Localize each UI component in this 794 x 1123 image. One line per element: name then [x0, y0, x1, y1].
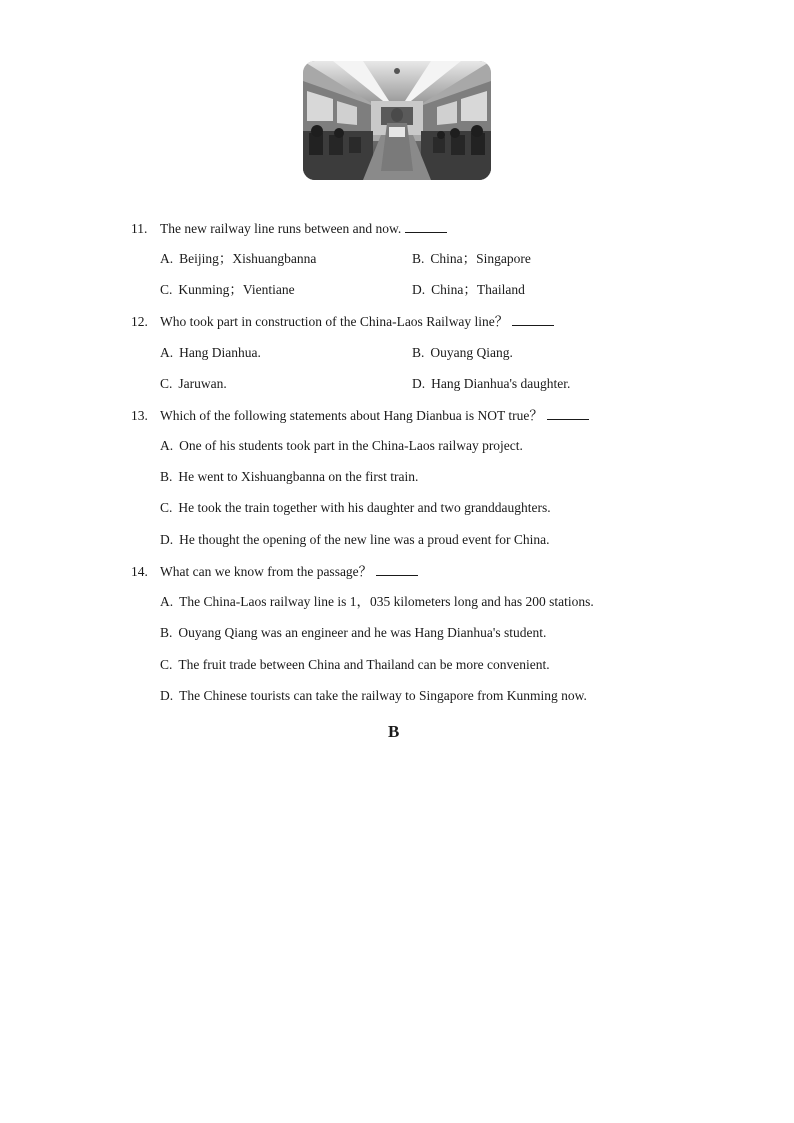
option-letter: D. [412, 282, 426, 297]
option-13-c[interactable] [160, 500, 551, 516]
option-letter: B. [412, 251, 425, 266]
option-14-d[interactable] [160, 688, 587, 704]
section-heading: B [388, 722, 400, 741]
option-letter: B. [160, 625, 173, 640]
option-letter: A. [160, 438, 174, 453]
question-text: The new railway line runs between and now. [160, 221, 402, 236]
option-text: China；Thailand [431, 282, 525, 297]
option-13-d[interactable] [160, 532, 550, 548]
option-text: One of his students took part in the China-Laos railway project. [179, 438, 523, 453]
option-13-b[interactable] [160, 469, 418, 485]
train-interior-photo [303, 61, 491, 180]
option-letter: A. [160, 251, 174, 266]
question-14 [131, 563, 418, 580]
option-text: The Chinese tourists can take the railway to Singapore from Kunming now. [179, 688, 587, 703]
option-11-b[interactable] [412, 251, 531, 267]
question-13 [131, 407, 589, 424]
question-text: Who took part in construction of the China-Laos Railway line？ [160, 314, 509, 329]
option-letter: A. [160, 594, 174, 609]
option-letter: C. [160, 500, 173, 515]
answer-blank[interactable] [512, 313, 554, 326]
question-text: Which of the following statements about Hang Dianbua is NOT true？ [160, 408, 543, 423]
question-number: 13. [131, 408, 148, 423]
option-text: Ouyang Qiang was an engineer and he was Hang Dianhua's student. [178, 625, 547, 640]
option-letter: C. [160, 657, 173, 672]
option-12-a[interactable] [160, 345, 261, 361]
option-text: He went to Xishuangbanna on the first train. [178, 469, 419, 484]
answer-blank[interactable] [547, 407, 589, 420]
option-text: Ouyang Qiang. [430, 345, 513, 360]
option-12-b[interactable] [412, 345, 513, 361]
option-text: Beijing；Xishuangbanna [179, 251, 317, 266]
answer-blank[interactable] [376, 563, 418, 576]
option-text: Hang Dianhua. [179, 345, 261, 360]
option-letter: D. [160, 532, 174, 547]
option-14-a[interactable] [160, 594, 594, 610]
option-letter: D. [412, 376, 426, 391]
option-11-a[interactable] [160, 251, 316, 267]
option-letter: C. [160, 282, 173, 297]
option-text: The fruit trade between China and Thailand can be more convenient. [178, 657, 550, 672]
answer-blank[interactable] [405, 220, 447, 233]
option-letter: D. [160, 688, 174, 703]
option-letter: C. [160, 376, 173, 391]
train-interior-photo-icon [303, 61, 491, 180]
option-14-c[interactable] [160, 657, 550, 673]
option-12-c[interactable] [160, 376, 227, 392]
option-13-a[interactable] [160, 438, 523, 454]
option-11-c[interactable] [160, 282, 295, 298]
question-12 [131, 313, 554, 330]
option-14-b[interactable] [160, 625, 546, 641]
option-text: Jaruwan. [178, 376, 227, 391]
question-number: 12. [131, 314, 148, 329]
option-12-d[interactable] [412, 376, 570, 392]
question-number: 14. [131, 564, 148, 579]
option-text: He thought the opening of the new line was a proud event for China. [179, 532, 550, 547]
question-11 [131, 220, 447, 237]
option-text: The China-Laos railway line is 1，035 kilometers long and has 200 stations. [179, 594, 594, 609]
question-number: 11. [131, 221, 148, 236]
question-text: What can we know from the passage？ [160, 564, 373, 579]
option-11-d[interactable] [412, 282, 525, 298]
option-letter: B. [160, 469, 173, 484]
option-text: Hang Dianhua's daughter. [431, 376, 571, 391]
option-letter: A. [160, 345, 174, 360]
option-text: He took the train together with his daughter and two granddaughters. [178, 500, 551, 515]
option-letter: B. [412, 345, 425, 360]
option-text: China；Singapore [430, 251, 531, 266]
option-text: Kunming；Vientiane [178, 282, 295, 297]
